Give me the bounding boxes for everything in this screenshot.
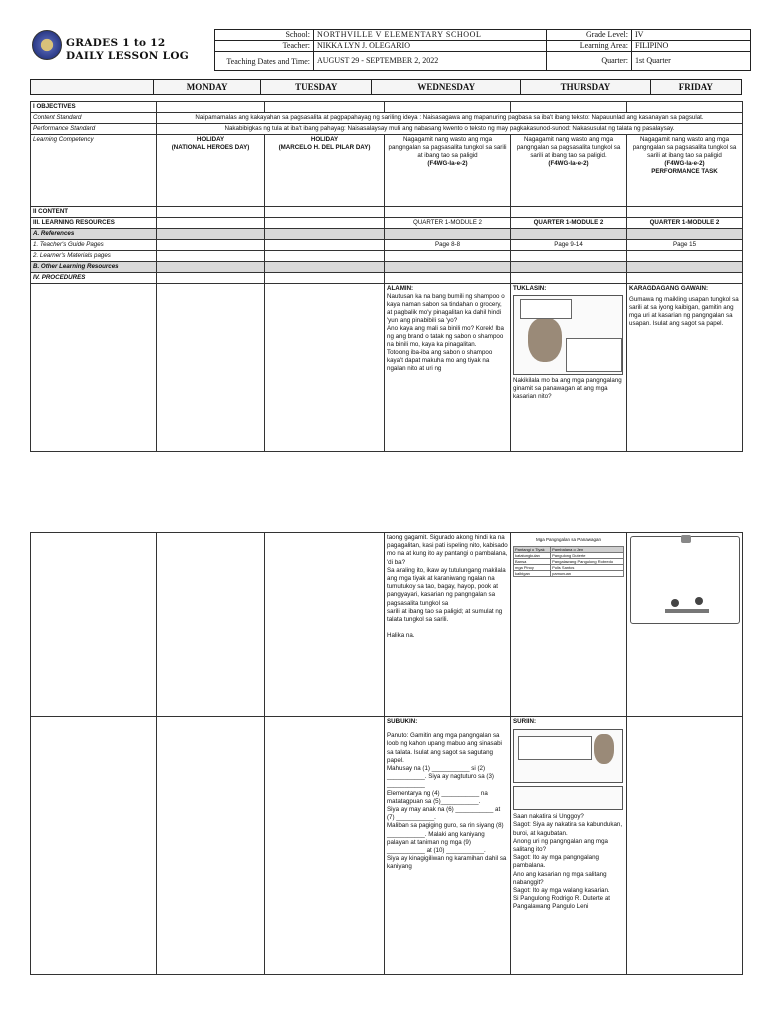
monday-holiday-name: (NATIONAL HEROES DAY) bbox=[171, 144, 250, 151]
teachers-guide-label: 1. Teacher's Guide Pages bbox=[31, 240, 157, 251]
learners-materials-label: 2. Learner's Materials pages bbox=[31, 251, 157, 262]
dates-label: Teaching Dates and Time: bbox=[215, 52, 314, 71]
day-thursday: THURSDAY bbox=[521, 80, 650, 95]
alamin-text-continued: taong gagamit. Sigurado akong hindi ka na pagagalitan, kasi pati ispeling nito, kabisado mo na at kung ito ay pantangi o pambalana, 'di ba? Sa araling ito, ikaw ay tutulungang makilala ang mga tiyak at karaniwang ngalan na tumutukoy sa tao, bagay, hayop, pook at pangyayari, kasarian ng pangngalan sa pagsasalita tungkol sa sarili at ibang tao sa paligid; at sumulat ng talata tungkol sa sarili. Halika na. bbox=[387, 534, 508, 640]
title-line-1: GRADES 1 to 12 bbox=[66, 37, 166, 49]
thursday-competency-text: Nagagamit nang wasto ang mga pangngalan sa pagsasalita tungkol sa sarili at ibang tao sa paligid. bbox=[516, 136, 621, 159]
area-label: Learning Area: bbox=[547, 41, 632, 52]
speech-bubble-1 bbox=[520, 299, 572, 319]
friday-performance-task: PERFORMANCE TASK bbox=[651, 168, 718, 175]
tuesday-holiday: HOLIDAY bbox=[310, 136, 339, 143]
tuesday-holiday-name: (MARCELO H. DEL PILAR DAY) bbox=[278, 144, 371, 151]
wednesday-competency-text: Nagagamit nang wasto ang mga pangngalan sa pagsasalita tungkol sa sarili at ibang tao sa paligid bbox=[388, 136, 507, 159]
pin-icon bbox=[681, 535, 691, 543]
row-objectives: I OBJECTIVES bbox=[31, 102, 157, 113]
day-wednesday: WEDNESDAY bbox=[372, 80, 521, 95]
day-header-blank bbox=[31, 80, 154, 95]
noun-table-cell: Pangalawang Pangulong Robredo bbox=[551, 559, 624, 565]
thursday-tuklasin bbox=[511, 284, 627, 452]
day-header-row bbox=[30, 79, 742, 95]
wednesday-alamin bbox=[385, 284, 511, 452]
friday-karagdagang-gawain bbox=[627, 284, 743, 452]
noun-table-cell: Bansa bbox=[514, 559, 551, 565]
suriin-note-box bbox=[513, 786, 623, 810]
thursday-code: (F4WG-Ia-e-2) bbox=[548, 160, 589, 167]
tuklasin-heading: TUKLASIN: bbox=[513, 285, 547, 292]
content-standard-label: Content Standard bbox=[31, 113, 157, 124]
tuesday-competency bbox=[265, 135, 385, 207]
noun-table bbox=[513, 546, 624, 577]
friday-code: (F4WG-Ia-e-2) bbox=[664, 160, 705, 167]
other-resources-label: B. Other Learning Resources bbox=[31, 262, 157, 273]
row-content: II CONTENT bbox=[31, 207, 157, 218]
suriin-monkey-figure bbox=[594, 734, 614, 764]
suriin-text: Saan nakatira si Unggoy? Sagot: Siya ay nakatira sa kabundukan, buroi, at kagubatan. Anong uri ng pangngalan ang mga salitang ito? Sagot: Ito ay mga pangngalang pambalana. Ano ang kasarian ng mga salitang nabanggit? Sagot: Ito ay mga walang kasarian. Si Pangulong Rodrigo R. Duterte at Pangalawang Pangulo Leni bbox=[513, 813, 623, 911]
quarter-label: Quarter: bbox=[547, 52, 632, 71]
friday-pages: Page 15 bbox=[627, 240, 743, 251]
thursday-suriin bbox=[511, 717, 627, 975]
monday-holiday: HOLIDAY bbox=[196, 136, 225, 143]
noun-table-cell: katatungkulan bbox=[514, 553, 551, 559]
quarter-value: 1st Quarter bbox=[632, 52, 751, 71]
procedures-label: IV. PROCEDURES bbox=[31, 273, 157, 284]
noun-table-cell: Pulis Santos bbox=[551, 565, 624, 571]
day-tuesday: TUESDAY bbox=[261, 80, 372, 95]
dates-value: AUGUST 29 - SEPTEMBER 2, 2022 bbox=[314, 52, 547, 71]
alamin-text: Nautusan ka na bang bumili ng shampoo o kaya naman sabon sa tindahan o grocery, at pagbalik mo'y pinagalitan ka dahil hindi 'yun ang pinabibili sa 'yo? Ano kaya ang mali sa binili mo? Korek! Iba ng ang brand o tatak ng sabon o shampoo na binili mo, kaya ka pinagalitan. Totoong iba-iba ang sabon o shampoo kaya't dapat makuha mo ang tiyak na ngalan nito at uri ng bbox=[387, 293, 505, 372]
title-line-2: DAILY LESSON LOG bbox=[66, 50, 190, 62]
meta-table bbox=[214, 29, 751, 71]
performance-standard-text: Nakabibigkas ng tula at iba't ibang pahayag: Naisasalaysay muli ang nabasang kwento o teksto ng may pagkakasunod-sunod: Nakasusulat ng talata ng pasalaysay. bbox=[157, 124, 743, 135]
thursday-module: QUARTER 1-MODULE 2 bbox=[511, 218, 627, 229]
grade-value: IV bbox=[632, 30, 751, 41]
karagdagang-gawain-heading: KARAGDAGANG GAWAIN: bbox=[629, 285, 709, 292]
deped-seal-logo bbox=[32, 30, 62, 60]
thursday-pages: Page 9-14 bbox=[511, 240, 627, 251]
wednesday-pages: Page 8-8 bbox=[385, 240, 511, 251]
wednesday-subukin bbox=[385, 717, 511, 975]
wednesday-code: (F4WG-Ia-e-2) bbox=[427, 160, 468, 167]
thursday-competency bbox=[511, 135, 627, 207]
subukin-text: Panuto: Gamitin ang mga pangngalan sa loob ng kahon upang mabuo ang sinasabi sa talata. Isulat ang sagot sa sagutang papel. Mahusay na (1) ___________ si (2) ___________. Siya ay nagtuturo sa (3) ___________ Elementarya ng (4) ___________ na matatagpuan sa (5)___________. Siya ay may anak na (6) ___________ at (7) ___________. Maliban sa pagiging guro, sa rin siyang (8) ___________. Malaki ang kaniyang palayan at taniman ng mga (9) ___________ at (10) ___________. Siya ay kinagigiliwan ng karamihan dahil sa kaniyang bbox=[387, 732, 507, 871]
speech-bubble-2 bbox=[566, 338, 622, 372]
child-figure-2 bbox=[695, 597, 703, 605]
desk-shape bbox=[665, 609, 709, 613]
monday-competency bbox=[157, 135, 265, 207]
area-value: FILIPINO bbox=[632, 41, 751, 52]
thursday-table-cell bbox=[511, 533, 627, 717]
row-references: A. References bbox=[31, 229, 157, 240]
tuklasin-text: Nakikilala mo ba ang mga pangngalang ginamit sa panawagan at ang mga kasarian nito? bbox=[513, 377, 622, 400]
friday-illustration-cell bbox=[627, 533, 743, 717]
lesson-grid bbox=[30, 101, 743, 452]
noun-table-title: Mga Pangngalan sa Panawagan bbox=[535, 537, 602, 542]
wednesday-competency bbox=[385, 135, 511, 207]
noun-table-cell: Pangulong Duterte bbox=[551, 553, 624, 559]
row-resources: III. LEARNING RESOURCES bbox=[31, 218, 157, 229]
performance-standard-label: Performance Standard bbox=[31, 124, 157, 135]
suriin-heading: SURIIN: bbox=[513, 718, 537, 725]
suriin-illustration bbox=[513, 729, 623, 783]
school-label: School: bbox=[215, 30, 314, 41]
school-value: NORTHVILLE V ELEMENTARY SCHOOL bbox=[314, 30, 547, 41]
wednesday-alamin-continued bbox=[385, 533, 511, 717]
friday-competency bbox=[627, 135, 743, 207]
day-friday: FRIDAY bbox=[650, 80, 741, 95]
teacher-value: NIKKA LYN J. OLEGARIO bbox=[314, 41, 547, 52]
alamin-heading: ALAMIN: bbox=[387, 285, 414, 292]
grade-label: Grade Level: bbox=[547, 30, 632, 41]
child-figure-1 bbox=[671, 599, 679, 607]
competency-label: Learning Competency bbox=[31, 135, 157, 207]
teacher-label: Teacher: bbox=[215, 41, 314, 52]
monkey-figure bbox=[528, 318, 562, 362]
noun-table-head-2: Pambalana o Jen bbox=[551, 547, 624, 553]
lesson-grid-continued bbox=[30, 532, 743, 975]
noun-table-cell: mga Pinoy bbox=[514, 565, 551, 571]
friday-competency-text: Nagagamit nang wasto ang mga pangngalan sa pagsasalita tungkol sa sarili at ibang tao sa paligid bbox=[632, 136, 737, 159]
friday-module: QUARTER 1-MODULE 2 bbox=[627, 218, 743, 229]
content-standard-text: Naipamamalas ang kakayahan sa pagsasalita at pagpapahayag ng sariling ideya : Naisasagawa ang mapanuring pagbasa sa iba't ibang teksto: Napauunlad ang kasanayan sa pagsulat. bbox=[157, 113, 743, 124]
karagdagang-gawain-text: Gumawa ng maikling usapan tungkol sa sarili at sa iyong kaibigan, gamitin ang mga uri at kasarian ng pangngalan sa usapan. Isulat ang sagot sa papel. bbox=[629, 296, 739, 327]
monkey-illustration bbox=[513, 295, 623, 375]
noun-table-cell: kaibigan bbox=[514, 571, 551, 577]
noun-table-cell: pamunuan bbox=[551, 571, 624, 577]
day-monday: MONDAY bbox=[154, 80, 261, 95]
subukin-heading: SUBUKIN: bbox=[387, 718, 418, 725]
suriin-bubble bbox=[518, 736, 592, 760]
wednesday-module: QUARTER 1-MODULE 2 bbox=[385, 218, 511, 229]
noun-table-head-1: Pantangi o Tiyak bbox=[514, 547, 551, 553]
children-notepad-illustration bbox=[630, 536, 740, 624]
